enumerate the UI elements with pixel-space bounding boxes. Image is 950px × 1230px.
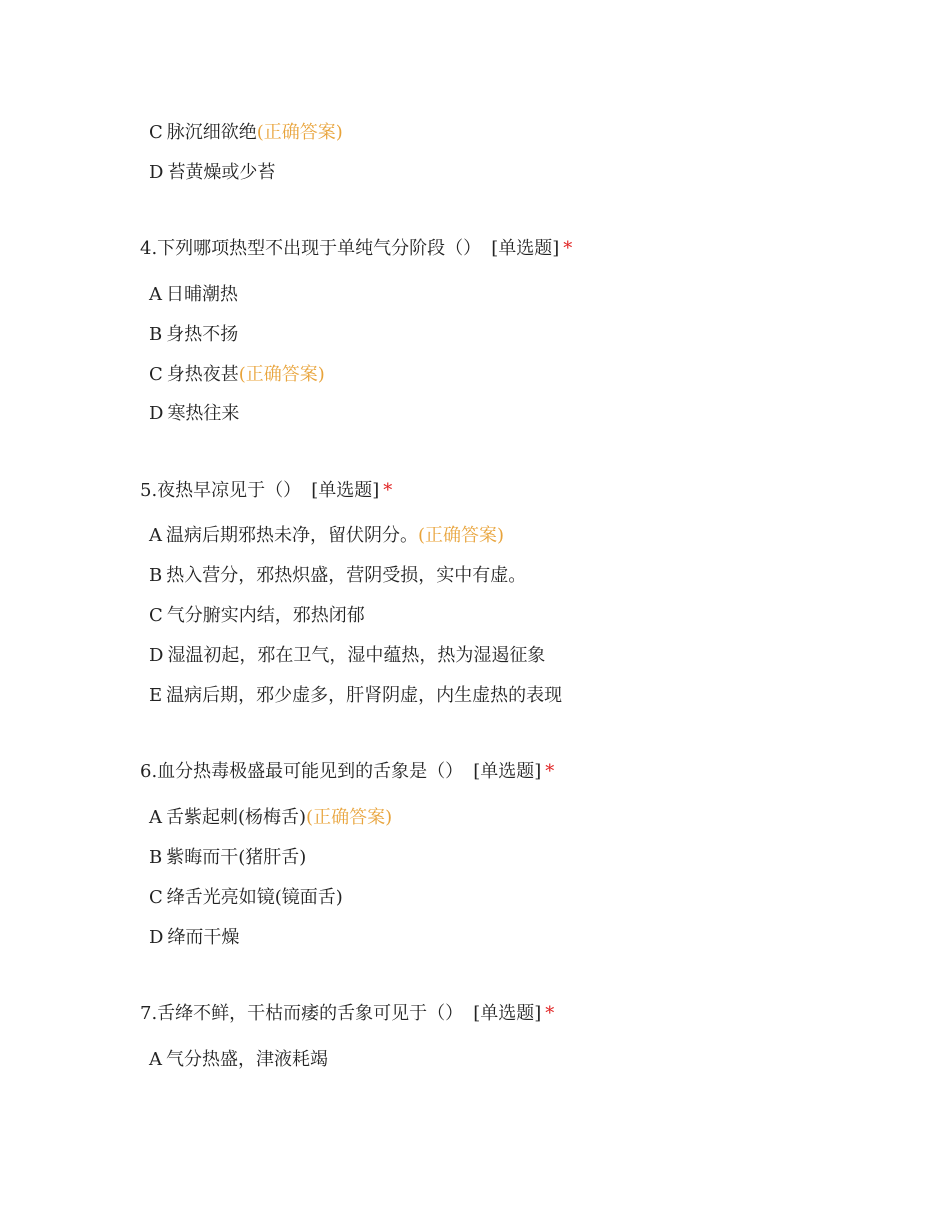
question-text: 4.下列哪项热型不出现于单纯气分阶段（） [140,238,482,259]
q6-option-c [149,886,343,910]
q6-option-a [149,806,392,830]
option-text: 气分腑实内结，邪热闭郁 [166,605,365,626]
question-type: [单选题] [311,480,380,501]
option-letter: C [149,364,163,385]
option-letter: A [149,1049,162,1070]
q3-option-d [149,161,275,185]
option-text: 湿温初起，邪在卫气，湿中蕴热，热为湿遏征象 [167,645,546,666]
option-letter: B [149,565,163,586]
q5-option-d [149,644,545,668]
question-text: 7.舌绛不鲜，干枯而痿的舌象可见于（） [140,1003,464,1024]
option-text: 身热夜甚 [166,364,239,385]
q5-option-e [149,684,562,708]
option-letter: A [149,525,162,546]
option-text: 身热不扬 [166,324,239,345]
required-marker: * [563,238,573,259]
option-letter: D [149,645,164,666]
q5-option-c [149,604,365,628]
q3-option-c [149,121,343,145]
option-text: 绛而干燥 [167,927,240,948]
option-text: 日晡潮热 [166,284,238,305]
option-text: 热入营分，邪热炽盛，营阴受损，实中有虚。 [166,565,527,586]
option-letter: B [149,324,163,345]
q5-option-b [149,564,526,588]
required-marker: * [545,1003,555,1024]
option-text: 气分热盛，津液耗竭 [166,1049,328,1070]
q4-option-d [149,402,239,426]
option-letter: C [149,887,163,908]
question-6-title [140,760,554,784]
correct-answer-label: (正确答案) [418,525,505,546]
option-text: 苔黄燥或少苔 [167,162,276,183]
option-text: 温病后期邪热未净，留伏阴分。 [166,525,418,546]
q7-option-a [149,1048,328,1072]
question-5-title [140,479,392,503]
required-marker: * [545,761,555,782]
option-letter: D [149,927,164,948]
question-type: [单选题] [473,761,542,782]
q5-option-a [149,524,504,548]
option-text: 温病后期，邪少虚多，肝肾阴虚，内生虚热的表现 [166,685,563,706]
option-letter: D [149,162,164,183]
option-letter: E [149,685,163,706]
q6-option-b [149,846,306,870]
option-letter: D [149,403,164,424]
option-letter: B [149,847,163,868]
q4-option-c [149,363,325,387]
question-4-title [140,237,572,261]
question-type: [单选题] [491,238,560,259]
question-type: [单选题] [473,1003,542,1024]
option-letter: C [149,122,163,143]
required-marker: * [383,480,393,501]
option-letter: A [149,284,162,305]
question-7-title [140,1002,554,1026]
q6-option-d [149,926,239,950]
correct-answer-label: (正确答案) [238,364,325,385]
question-text: 6.血分热毒极盛最可能见到的舌象是（） [140,761,464,782]
option-letter: C [149,605,163,626]
option-text: 紫晦而干(猪肝舌) [166,847,307,868]
option-text: 脉沉细欲绝 [166,122,257,143]
option-letter: A [149,807,162,828]
q4-option-b [149,323,238,347]
option-text: 寒热往来 [167,403,240,424]
option-text: 绛舌光亮如镜(镜面舌) [166,887,343,908]
q4-option-a [149,283,238,307]
correct-answer-label: (正确答案) [306,807,393,828]
question-text: 5.夜热早凉见于（） [140,480,302,501]
correct-answer-label: (正确答案) [256,122,343,143]
option-text: 舌紫起刺(杨梅舌) [166,807,307,828]
